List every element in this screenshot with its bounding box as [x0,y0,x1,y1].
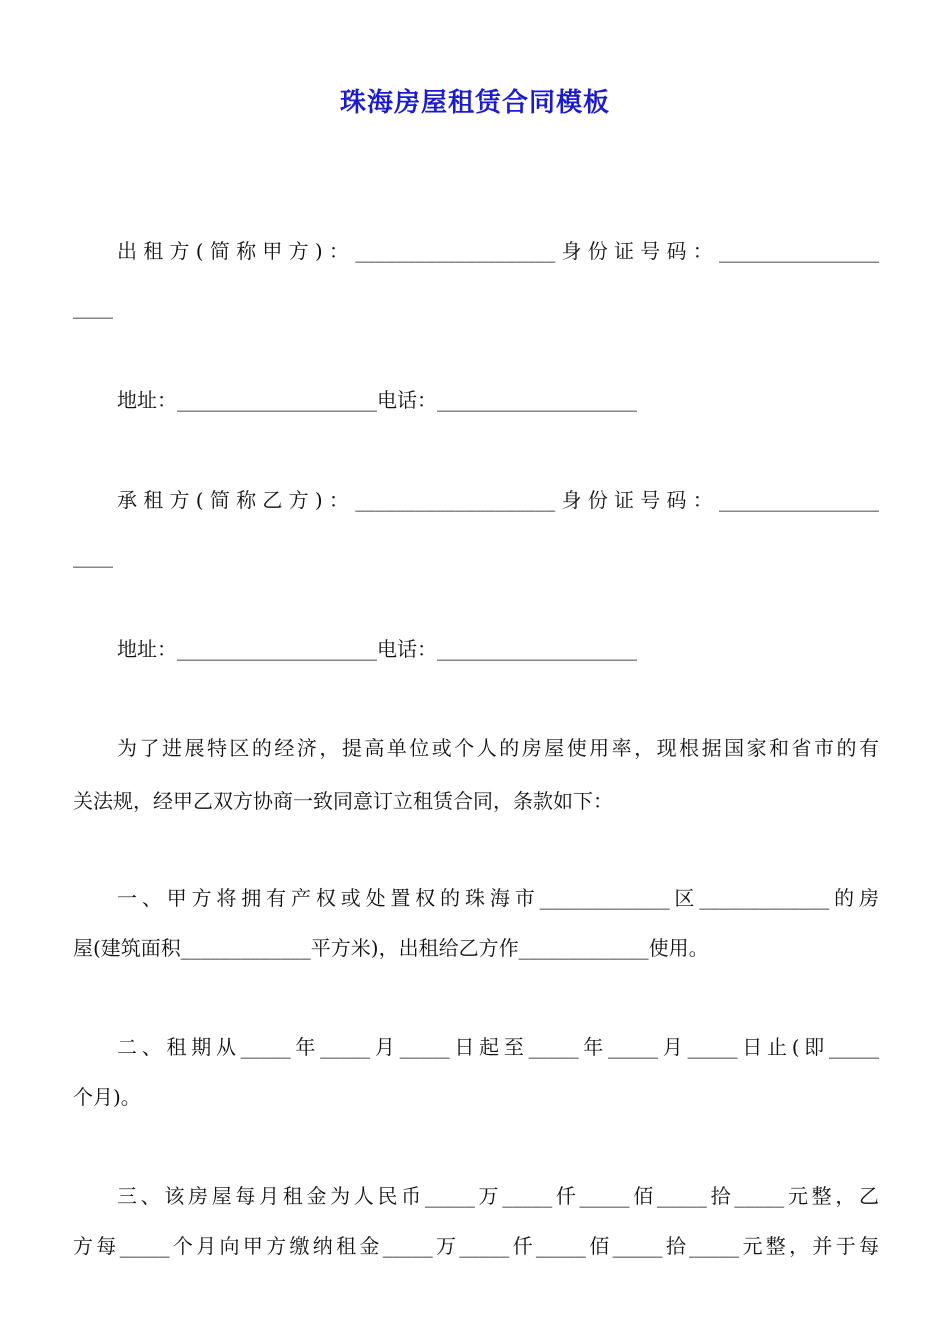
clause-1-line-2: 屋(建筑面积_____________平方米)，出租给乙方作_____________使用。 [73,936,709,960]
lessor-line: 出租方(简称甲方)：____________________身份证号码：________________ [117,239,879,263]
document-title: 珠海房屋租赁合同模板 [339,88,610,118]
lessor-line-continued: ____ [73,295,113,319]
clause-3-line-2: 方每_____个月向甲方缴纳租金_____万_____仟_____佰_____拾_____元整，并于每 [73,1234,879,1258]
clause-2-line-2: 个月)。 [73,1085,141,1109]
lessor-address-line: 地址：____________________电话：____________________ [117,388,637,412]
preamble-line-1: 为了进展特区的经济，提高单位或个人的房屋使用率，现根据国家和省市的有 [117,736,879,760]
clause-3-line-1: 三、该房屋每月租金为人民币_____万_____仟_____佰_____拾_____元整，乙 [117,1184,879,1208]
clause-1-line-1: 一、甲方将拥有产权或处置权的珠海市_____________区_____________的房 [117,886,879,910]
lessee-line: 承租方(简称乙方)：____________________身份证号码：________________ [117,488,879,512]
lessee-line-continued: ____ [73,544,113,568]
preamble-line-2: 关法规，经甲乙双方协商一致同意订立租赁合同，条款如下： [73,789,613,813]
lessee-address-line: 地址：____________________电话：____________________ [117,637,637,661]
clause-2-line-1: 二、租期从_____年_____月_____日起至_____年_____月_____日止(即_____ [117,1035,879,1059]
